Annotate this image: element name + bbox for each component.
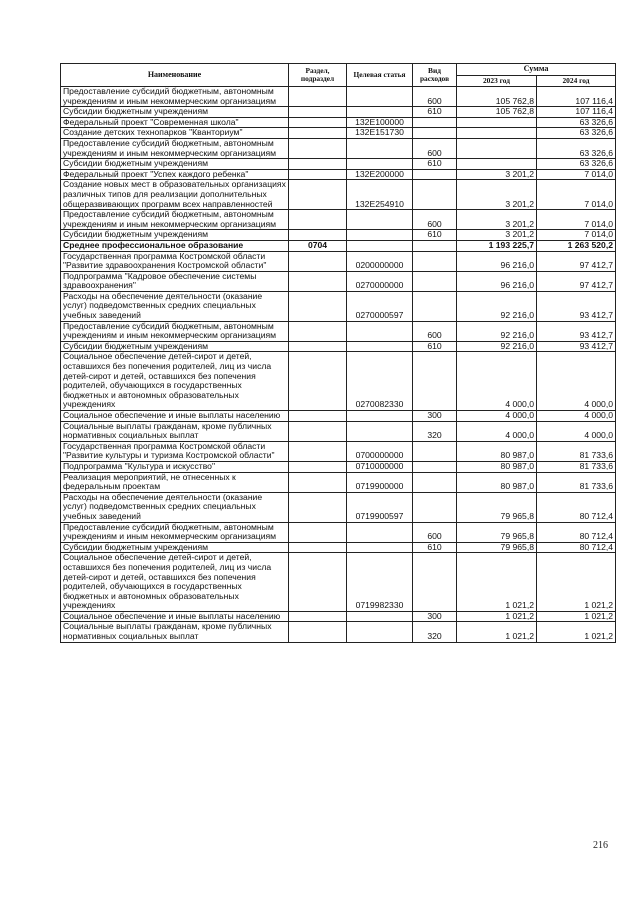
table-row [61, 542, 616, 553]
cell-kind: 600 [413, 321, 457, 341]
cell-2023: 4 000,0 [457, 352, 537, 411]
cell-section [289, 522, 347, 542]
cell-kind: 320 [413, 421, 457, 441]
table-row [61, 240, 616, 251]
cell-name: Подпрограмма "Культура и искусство" [61, 461, 289, 472]
cell-name: Федеральный проект "Успех каждого ребенка" [61, 169, 289, 180]
cell-kind: 600 [413, 87, 457, 107]
cell-2024: 1 021,2 [537, 622, 616, 642]
cell-kind [413, 169, 457, 180]
cell-2023 [457, 138, 537, 158]
cell-2024: 107 116,4 [537, 87, 616, 107]
cell-2023: 1 021,2 [457, 622, 537, 642]
cell-name: Создание новых мест в образовательных организациях различных типов для реализации дополнительных общеразвивающих программ всех направленностей [61, 180, 289, 210]
cell-2023: 96 216,0 [457, 271, 537, 291]
cell-section [289, 271, 347, 291]
cell-target [347, 421, 413, 441]
cell-name: Предоставление субсидий бюджетным, автономным учреждениям и иным некоммерческим организациям [61, 138, 289, 158]
cell-2024: 1 021,2 [537, 553, 616, 612]
cell-2024: 7 014,0 [537, 180, 616, 210]
table-row [61, 271, 616, 291]
table-row [61, 251, 616, 271]
cell-name: Расходы на обеспечение деятельности (оказание услуг) подведомственных средних специальных учебных заведений [61, 291, 289, 321]
table-row [61, 210, 616, 230]
cell-section [289, 230, 347, 241]
cell-target: 132Е200000 [347, 169, 413, 180]
cell-target: 0270000597 [347, 291, 413, 321]
table-row [61, 107, 616, 118]
cell-section [289, 411, 347, 422]
cell-2024: 97 412,7 [537, 251, 616, 271]
cell-2023: 4 000,0 [457, 411, 537, 422]
cell-2023: 92 216,0 [457, 291, 537, 321]
budget-table [60, 63, 616, 643]
cell-kind: 610 [413, 159, 457, 170]
cell-2023: 3 201,2 [457, 230, 537, 241]
cell-section [289, 472, 347, 492]
cell-2024: 4 000,0 [537, 352, 616, 411]
cell-target: 132Е151730 [347, 128, 413, 139]
cell-kind: 610 [413, 107, 457, 118]
cell-kind: 610 [413, 341, 457, 352]
cell-2023: 80 987,0 [457, 472, 537, 492]
cell-target [347, 321, 413, 341]
cell-2024: 4 000,0 [537, 421, 616, 441]
cell-section: 0704 [289, 240, 347, 251]
cell-section [289, 107, 347, 118]
table-row [61, 159, 616, 170]
cell-name: Социальное обеспечение и иные выплаты населению [61, 411, 289, 422]
cell-target [347, 210, 413, 230]
cell-2024: 80 712,4 [537, 492, 616, 522]
cell-section [289, 169, 347, 180]
cell-name: Предоставление субсидий бюджетным, автономным учреждениям и иным некоммерческим организациям [61, 87, 289, 107]
cell-2024: 81 733,6 [537, 441, 616, 461]
cell-target [347, 622, 413, 642]
cell-kind: 600 [413, 210, 457, 230]
cell-name: Государственная программа Костромской области "Развитие культуры и туризма Костромской области" [61, 441, 289, 461]
table-row [61, 472, 616, 492]
cell-2023: 3 201,2 [457, 210, 537, 230]
cell-target [347, 138, 413, 158]
table-row [61, 180, 616, 210]
cell-section [289, 87, 347, 107]
cell-target: 132Е254910 [347, 180, 413, 210]
cell-section [289, 341, 347, 352]
cell-2023: 105 762,8 [457, 107, 537, 118]
cell-section [289, 542, 347, 553]
cell-kind [413, 271, 457, 291]
cell-kind: 610 [413, 542, 457, 553]
cell-target [347, 341, 413, 352]
cell-target [347, 87, 413, 107]
cell-target: 132Е100000 [347, 117, 413, 128]
cell-target [347, 159, 413, 170]
cell-name: Подпрограмма "Кадровое обеспечение системы здравоохранения" [61, 271, 289, 291]
cell-name: Предоставление субсидий бюджетным, автономным учреждениям и иным некоммерческим организациям [61, 210, 289, 230]
cell-2024: 81 733,6 [537, 472, 616, 492]
table-row [61, 87, 616, 107]
cell-kind [413, 553, 457, 612]
table-row [61, 611, 616, 622]
cell-target: 0270000000 [347, 271, 413, 291]
cell-kind: 300 [413, 611, 457, 622]
cell-target: 0719982330 [347, 553, 413, 612]
cell-2024: 1 021,2 [537, 611, 616, 622]
cell-target: 0700000000 [347, 441, 413, 461]
header-year-2023: 2023 год [457, 76, 537, 87]
cell-section [289, 611, 347, 622]
cell-name: Государственная программа Костромской области "Развитие здравоохранения Костромской области" [61, 251, 289, 271]
cell-section [289, 138, 347, 158]
cell-2023: 80 987,0 [457, 441, 537, 461]
cell-target [347, 411, 413, 422]
header-year-2024: 2024 год [537, 76, 616, 87]
cell-section [289, 553, 347, 612]
cell-kind [413, 492, 457, 522]
cell-2023: 1 021,2 [457, 553, 537, 612]
cell-2024: 63 326,6 [537, 117, 616, 128]
cell-name: Субсидии бюджетным учреждениям [61, 159, 289, 170]
cell-target: 0270082330 [347, 352, 413, 411]
cell-name: Реализация мероприятий, не отнесенных к федеральным проектам [61, 472, 289, 492]
cell-name: Социальное обеспечение детей-сирот и детей, оставшихся без попечения родителей, лиц из числа детей-сирот и детей, оставшихся без попечения родителей, обучающихся в государственных бюджетных и автономных образовательных учреждениях [61, 352, 289, 411]
cell-2024: 63 326,6 [537, 128, 616, 139]
cell-2023: 80 987,0 [457, 461, 537, 472]
cell-kind [413, 128, 457, 139]
table-row [61, 128, 616, 139]
cell-target [347, 542, 413, 553]
cell-section [289, 251, 347, 271]
page-number: 216 [593, 840, 608, 851]
cell-name: Социальное обеспечение детей-сирот и детей, оставшихся без попечения родителей, лиц из числа детей-сирот и детей, оставшихся без попечения родителей, обучающихся в государственных бюджетных и автономных образовательных учреждениях [61, 553, 289, 612]
cell-2024: 93 412,7 [537, 341, 616, 352]
cell-name: Субсидии бюджетным учреждениям [61, 341, 289, 352]
cell-kind [413, 472, 457, 492]
table-row [61, 421, 616, 441]
cell-2024: 7 014,0 [537, 169, 616, 180]
table-row [61, 492, 616, 522]
cell-2024: 81 733,6 [537, 461, 616, 472]
cell-name: Субсидии бюджетным учреждениям [61, 542, 289, 553]
cell-2024: 107 116,4 [537, 107, 616, 118]
cell-2023: 92 216,0 [457, 321, 537, 341]
cell-target [347, 230, 413, 241]
cell-target: 0719900597 [347, 492, 413, 522]
table-row [61, 169, 616, 180]
cell-section [289, 210, 347, 230]
cell-section [289, 321, 347, 341]
cell-2024: 4 000,0 [537, 411, 616, 422]
cell-2023: 1 021,2 [457, 611, 537, 622]
table-row [61, 441, 616, 461]
cell-2024: 97 412,7 [537, 271, 616, 291]
cell-2023: 96 216,0 [457, 251, 537, 271]
cell-kind: 320 [413, 622, 457, 642]
cell-kind [413, 291, 457, 321]
table-body [61, 87, 616, 643]
cell-name: Предоставление субсидий бюджетным, автономным учреждениям и иным некоммерческим организациям [61, 321, 289, 341]
cell-2024: 80 712,4 [537, 542, 616, 553]
cell-name: Субсидии бюджетным учреждениям [61, 107, 289, 118]
cell-2023: 92 216,0 [457, 341, 537, 352]
cell-section [289, 291, 347, 321]
header-sum: Сумма [457, 64, 616, 76]
cell-kind [413, 117, 457, 128]
cell-kind: 600 [413, 138, 457, 158]
cell-section [289, 461, 347, 472]
cell-kind: 610 [413, 230, 457, 241]
cell-name: Социальные выплаты гражданам, кроме публичных нормативных социальных выплат [61, 421, 289, 441]
table-row [61, 138, 616, 158]
cell-target [347, 522, 413, 542]
cell-name: Федеральный проект "Современная школа" [61, 117, 289, 128]
table-row [61, 522, 616, 542]
table-row [61, 341, 616, 352]
cell-section [289, 421, 347, 441]
table-row [61, 291, 616, 321]
cell-kind [413, 180, 457, 210]
cell-section [289, 622, 347, 642]
cell-kind [413, 251, 457, 271]
cell-name: Социальные выплаты гражданам, кроме публичных нормативных социальных выплат [61, 622, 289, 642]
cell-kind [413, 461, 457, 472]
table-row [61, 230, 616, 241]
cell-name: Создание детских технопарков "Кванториум" [61, 128, 289, 139]
cell-2024: 7 014,0 [537, 230, 616, 241]
table-row [61, 553, 616, 612]
cell-2023: 79 965,8 [457, 542, 537, 553]
cell-2023: 3 201,2 [457, 180, 537, 210]
cell-section [289, 180, 347, 210]
cell-2023: 3 201,2 [457, 169, 537, 180]
cell-2023: 79 965,8 [457, 522, 537, 542]
table-row [61, 411, 616, 422]
cell-section [289, 441, 347, 461]
cell-kind: 600 [413, 522, 457, 542]
cell-section [289, 159, 347, 170]
header-section: Раздел, подраздел [289, 64, 347, 87]
cell-2024: 63 326,6 [537, 138, 616, 158]
cell-target: 0710000000 [347, 461, 413, 472]
cell-section [289, 492, 347, 522]
cell-name: Расходы на обеспечение деятельности (оказание услуг) подведомственных средних специальных учебных заведений [61, 492, 289, 522]
cell-2023 [457, 117, 537, 128]
cell-kind [413, 240, 457, 251]
cell-name: Субсидии бюджетным учреждениям [61, 230, 289, 241]
table-header [61, 64, 616, 87]
table-row [61, 622, 616, 642]
cell-section [289, 128, 347, 139]
table-row [61, 352, 616, 411]
cell-2024: 63 326,6 [537, 159, 616, 170]
header-name: Наименование [61, 64, 289, 87]
cell-2024: 7 014,0 [537, 210, 616, 230]
cell-kind [413, 441, 457, 461]
cell-name: Социальное обеспечение и иные выплаты населению [61, 611, 289, 622]
cell-target [347, 611, 413, 622]
cell-kind: 300 [413, 411, 457, 422]
header-target: Целевая статья [347, 64, 413, 87]
cell-2023: 1 193 225,7 [457, 240, 537, 251]
cell-2024: 1 263 520,2 [537, 240, 616, 251]
cell-2024: 93 412,7 [537, 321, 616, 341]
cell-kind [413, 352, 457, 411]
cell-section [289, 117, 347, 128]
cell-target: 0719900000 [347, 472, 413, 492]
cell-section [289, 352, 347, 411]
table-row [61, 321, 616, 341]
table-row [61, 461, 616, 472]
header-kind: Вид расходов [413, 64, 457, 87]
cell-target: 0200000000 [347, 251, 413, 271]
cell-2023: 105 762,8 [457, 87, 537, 107]
cell-target [347, 240, 413, 251]
cell-name: Среднее профессиональное образование [61, 240, 289, 251]
cell-name: Предоставление субсидий бюджетным, автономным учреждениям и иным некоммерческим организациям [61, 522, 289, 542]
cell-target [347, 107, 413, 118]
cell-2023 [457, 128, 537, 139]
cell-2023: 79 965,8 [457, 492, 537, 522]
table-row [61, 117, 616, 128]
cell-2023: 4 000,0 [457, 421, 537, 441]
cell-2023 [457, 159, 537, 170]
cell-2024: 93 412,7 [537, 291, 616, 321]
cell-2024: 80 712,4 [537, 522, 616, 542]
